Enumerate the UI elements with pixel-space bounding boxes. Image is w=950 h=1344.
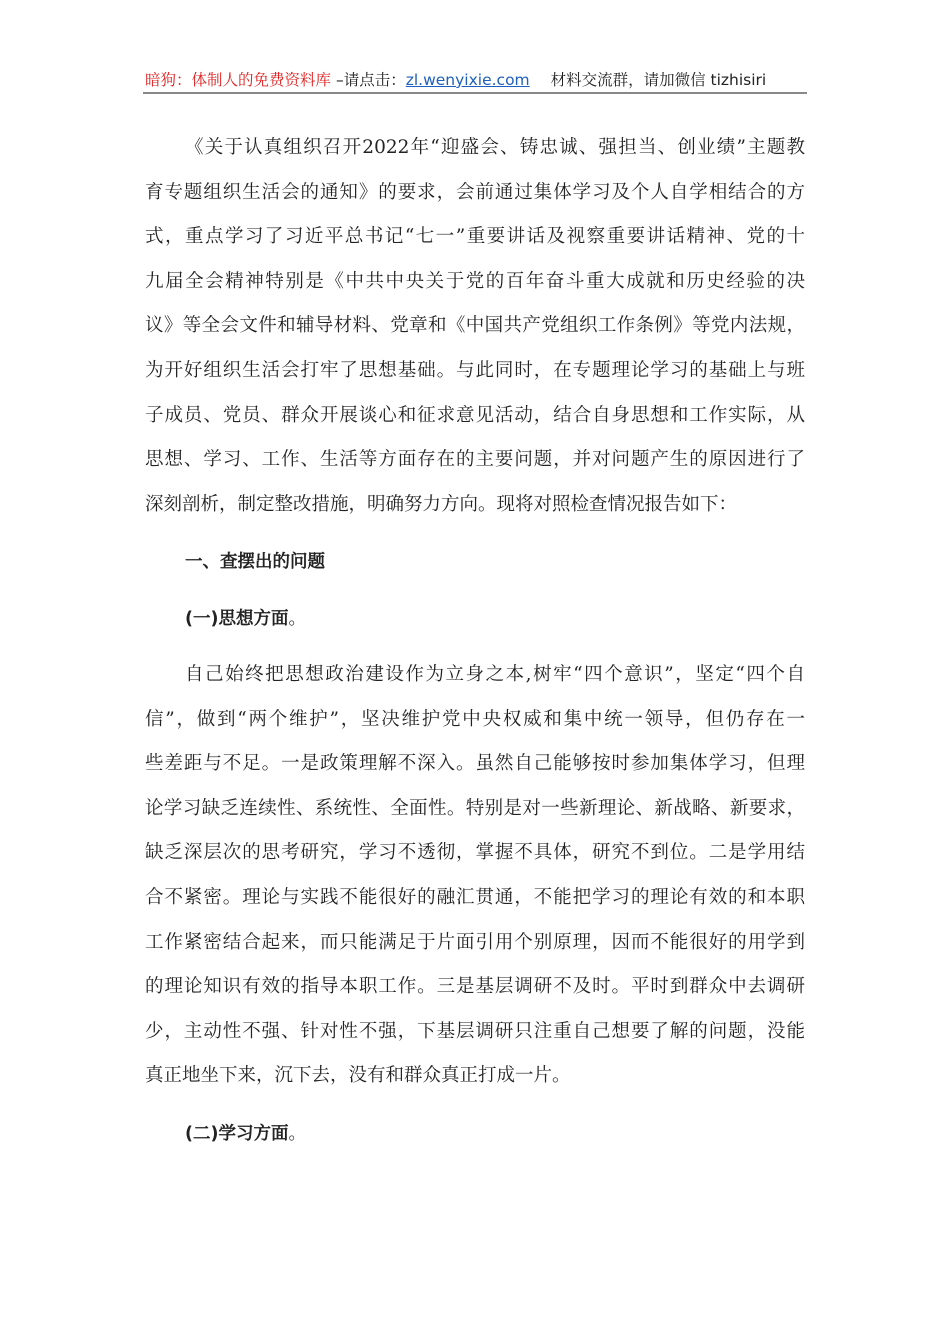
text-line: 九届全会精神特别是《中共中央关于党的百年奋斗重大成就和历史经验的决	[145, 270, 805, 292]
text-line: 工作紧密结合起来，而只能满足于片面引用个别原理，因而不能很好的用学到	[145, 931, 805, 953]
website-link[interactable]: zl.wenyixie.com	[405, 71, 530, 89]
text-line: 信”，做到“两个维护”，坚决维护党中央权威和集中统一领导，但仍存在一	[145, 708, 805, 730]
promo-text: 暗狗：体制人的免费资料库	[145, 71, 332, 89]
text-line: 真正地坐下来，沉下去，没有和群众真正打成一片。	[145, 1065, 571, 1087]
text-line: 自己始终把思想政治建设作为立身之本,树牢“四个意识”，坚定“四个自	[185, 664, 805, 685]
text-line: 议》等全会文件和辅导材料、党章和《中国共产党组织工作条例》等党内法规，	[145, 315, 805, 337]
subsection-title: (二)学习方面	[185, 1124, 289, 1144]
text-line: 论学习缺乏连续性、系统性、全面性。特别是对一些新理论、新战略、新要求，	[145, 797, 805, 819]
click-prompt: –请点击：	[335, 71, 406, 89]
text-line: 育专题组织生活会的通知》的要求，会前通过集体学习及个人自学相结合的方	[145, 181, 805, 203]
section-heading	[185, 547, 325, 577]
text-line: 式，重点学习了习近平总书记“七一”重要讲话及视察重要讲话精神、党的十	[145, 226, 805, 248]
text-line: 为开好组织生活会打牢了思想基础。与此同时，在专题理论学习的基础上与班	[145, 359, 805, 381]
text-line: 缺乏深层次的思考研究，学习不透彻，掌握不具体，研究不到位。二是学用结	[145, 842, 805, 864]
text-line: 些差距与不足。一是政策理解不深入。虽然自己能够按时参加集体学习，但理	[145, 753, 805, 775]
text-line: 少，主动性不强、针对性不强，下基层调研只注重自己想要了解的问题，没能	[145, 1020, 805, 1042]
intro-paragraph	[145, 126, 805, 527]
subsection-punct: 。	[288, 609, 306, 629]
text-line: 深刻剖析，制定整改措施，明确努力方向。现将对照检查情况报告如下：	[145, 493, 738, 515]
page-header-banner	[145, 68, 805, 94]
text-line: 合不紧密。理论与实践不能很好的融汇贯通，不能把学习的理论有效的和本职	[145, 886, 805, 908]
header-divider	[143, 92, 807, 94]
subsection-title: (一)思想方面	[185, 609, 289, 629]
subsection-punct: 。	[288, 1124, 306, 1144]
text-line: 子成员、党员、群众开展谈心和征求意见活动，结合自身思想和工作实际，从	[145, 404, 805, 426]
text-line: 的理论知识有效的指导本职工作。三是基层调研不及时。平时到群众中去调研	[145, 976, 805, 998]
wechat-group-text: 材料交流群，请加微信 tizhisiri	[550, 71, 767, 89]
text-line: 思想、学习、工作、生活等方面存在的主要问题，并对问题产生的原因进行了	[145, 449, 805, 471]
text-line: 《关于认真组织召开2022年“迎盛会、铸忠诚、强担当、创业绩”主题教	[185, 137, 805, 158]
section-heading-text: 一、查摆出的问题	[185, 552, 325, 572]
thought-paragraph	[145, 653, 805, 1099]
subsection-heading-study	[185, 1119, 306, 1149]
subsection-heading-thought	[185, 604, 306, 634]
